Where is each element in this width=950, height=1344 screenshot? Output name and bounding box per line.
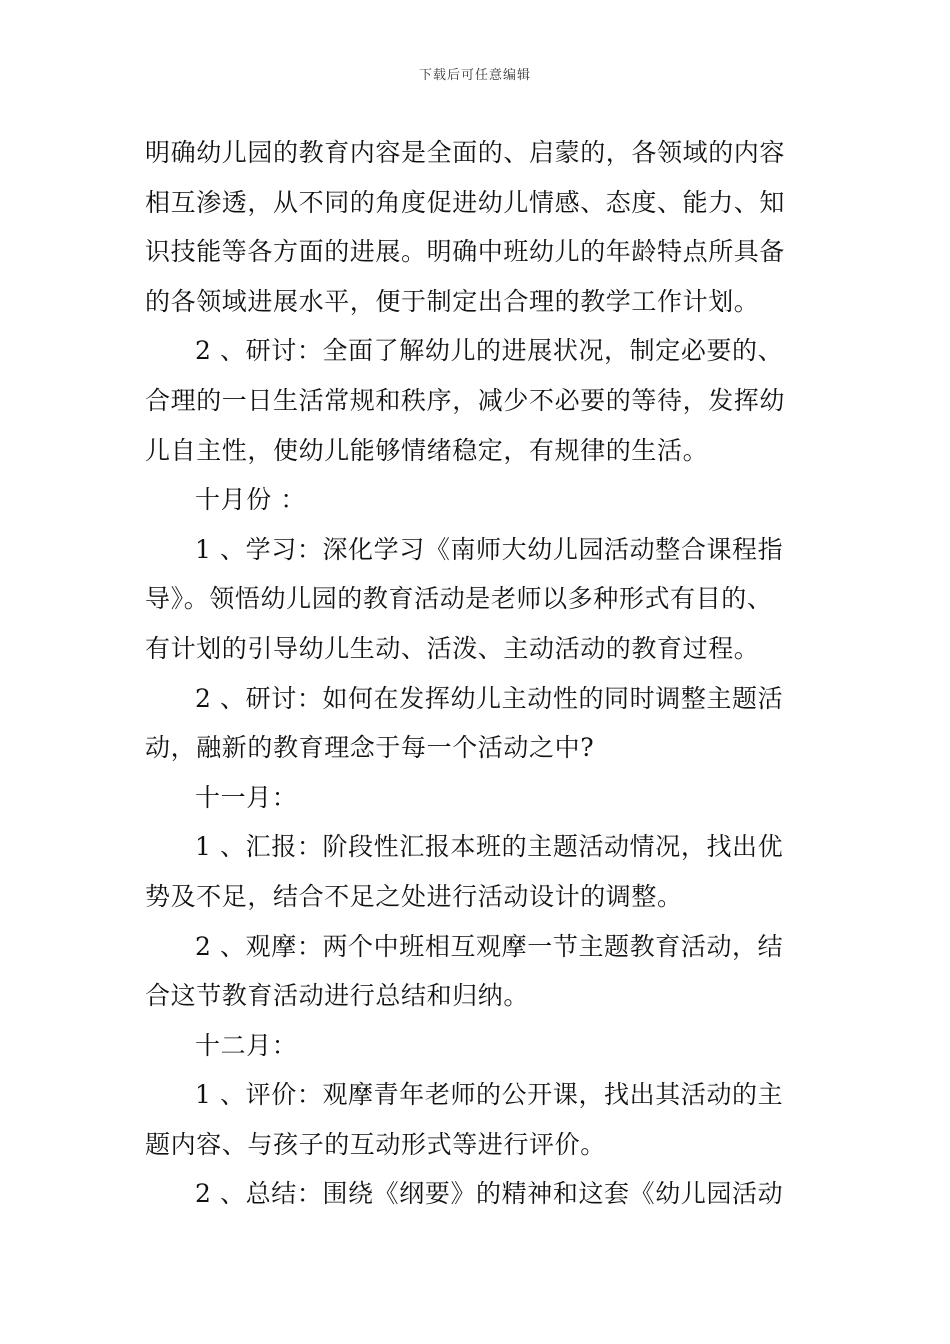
text-line: 2 、研讨：如何在发挥幼儿主动性的同时调整主题活 [195,683,784,713]
text-line: 1 、学习：深化学习《南师大幼儿园活动整合课程指 [195,534,784,564]
text-line: 合这节教育活动进行总结和归纳。 [145,981,530,1011]
text-line: 1 、评价：观摩青年老师的公开课，找出其活动的主 [195,1080,784,1110]
text-line: 1 、汇报：阶段性汇报本班的主题活动情况，找出优 [195,832,784,862]
header-note: 下载后可任意编辑 [418,68,531,83]
text-line: 导》。领悟幼儿园的教育活动是老师以多种形式有目的、 [145,584,773,614]
text-line: 2 、总结：围绕《纲要》的精神和这套《幼儿园活动 [195,1179,784,1209]
text-line: 势及不足，结合不足之处进行活动设计的调整。 [145,881,683,911]
text-line: 识技能等各方面的进展。明确中班幼儿的年龄特点所具备 [145,237,786,267]
text-line: 儿自主性，使幼儿能够情绪稳定，有规律的生活。 [145,435,709,465]
section-heading: 十二月： [195,1030,298,1060]
text-line: 有计划的引导幼儿生动、活泼、主动活动的教育过程。 [145,633,760,663]
text-line: 相互渗透，从不同的角度促进幼儿情感、态度、能力、知 [145,187,786,217]
text-line: 动，融新的教育理念于每一个活动之中? [145,733,595,763]
text-line: 2 、观摩：两个中班相互观摩一节主题教育活动，结 [195,931,784,961]
document-body [145,128,807,1219]
text-line: 合理的一日生活常规和秩序，减少不必要的等待，发挥幼 [145,385,786,415]
text-line: 2 、研讨：全面了解幼儿的进展状况，制定必要的、 [195,336,784,366]
text-line: 的各领域进展水平，便于制定出合理的教学工作计划。 [145,286,760,316]
text-line: 题内容、与孩子的互动形式等进行评价。 [145,1129,606,1159]
section-heading: 十月份 ： [195,485,306,515]
text-line: 明确幼儿园的教育内容是全面的、启蒙的，各领域的内容 [145,138,786,167]
section-heading: 十一月： [195,782,298,812]
